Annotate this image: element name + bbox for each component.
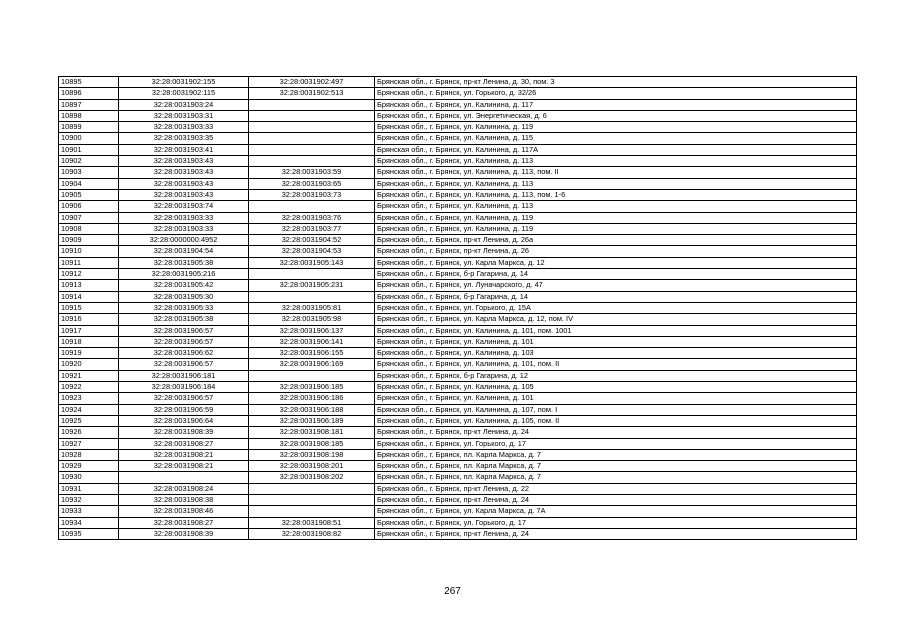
building-cadastral-number-cell: 32:28:0031905:98	[249, 314, 375, 325]
address-cell: Брянская обл., г. Брянск, пр-кт Ленина, д. 22	[375, 483, 857, 494]
address-cell: Брянская обл., г. Брянск, ул. Калинина, д. 113, пом. 1-6	[375, 189, 857, 200]
land-cadastral-number-cell: 32:28:0031908:27	[119, 517, 249, 528]
address-cell: Брянская обл., г. Брянск, ул. Калинина, д. 115	[375, 133, 857, 144]
address-cell: Брянская обл., г. Брянск, б-р Гагарина, д. 14	[375, 269, 857, 280]
row-number-cell: 10924	[59, 404, 119, 415]
land-cadastral-number-cell: 32:28:0031908:46	[119, 506, 249, 517]
address-cell: Брянская обл., г. Брянск, ул. Калинина, д. 101, пом. II	[375, 359, 857, 370]
table-row	[59, 235, 857, 246]
address-cell: Брянская обл., г. Брянск, ул. Карла Маркса, д. 12	[375, 257, 857, 268]
land-cadastral-number-cell: 32:28:0031903:43	[119, 189, 249, 200]
table-row	[59, 506, 857, 517]
land-cadastral-number-cell: 32:28:0031906:57	[119, 325, 249, 336]
row-number-cell: 10896	[59, 88, 119, 99]
row-number-cell: 10904	[59, 178, 119, 189]
building-cadastral-number-cell: 32:28:0031906:188	[249, 404, 375, 415]
row-number-cell: 10925	[59, 415, 119, 426]
row-number-cell: 10916	[59, 314, 119, 325]
address-cell: Брянская обл., г. Брянск, б-р Гагарина, д. 12	[375, 370, 857, 381]
land-cadastral-number-cell: 32:28:0031906:57	[119, 359, 249, 370]
building-cadastral-number-cell	[249, 133, 375, 144]
row-number-cell: 10921	[59, 370, 119, 381]
table-row	[59, 415, 857, 426]
address-cell: Брянская обл., г. Брянск, ул. Калинина, д. 113	[375, 156, 857, 167]
land-cadastral-number-cell: 32:28:0031902:115	[119, 88, 249, 99]
building-cadastral-number-cell: 32:28:0031906:185	[249, 382, 375, 393]
row-number-cell: 10910	[59, 246, 119, 257]
address-cell: Брянская обл., г. Брянск, ул. Калинина, д. 105, пом. II	[375, 415, 857, 426]
table-row	[59, 348, 857, 359]
address-cell: Брянская обл., г. Брянск, ул. Луначарского, д. 47	[375, 280, 857, 291]
table-row	[59, 494, 857, 505]
address-cell: Брянская обл., г. Брянск, ул. Калинина, д. 113, пом. II	[375, 167, 857, 178]
land-cadastral-number-cell: 32:28:0031908:24	[119, 483, 249, 494]
row-number-cell: 10932	[59, 494, 119, 505]
building-cadastral-number-cell: 32:28:0031906:186	[249, 393, 375, 404]
address-cell: Брянская обл., г. Брянск, пр-кт Ленина, д. 24	[375, 528, 857, 539]
address-cell: Брянская обл., г. Брянск, пр-кт Ленина, д. 26а	[375, 235, 857, 246]
land-cadastral-number-cell: 32:28:0031903:33	[119, 212, 249, 223]
building-cadastral-number-cell: 32:28:0031905:231	[249, 280, 375, 291]
row-number-cell: 10903	[59, 167, 119, 178]
building-cadastral-number-cell: 32:28:0031905:81	[249, 302, 375, 313]
building-cadastral-number-cell	[249, 201, 375, 212]
building-cadastral-number-cell	[249, 99, 375, 110]
building-cadastral-number-cell	[249, 269, 375, 280]
building-cadastral-number-cell	[249, 110, 375, 121]
property-registry-table	[58, 76, 857, 540]
building-cadastral-number-cell: 32:28:0031906:137	[249, 325, 375, 336]
address-cell: Брянская обл., г. Брянск, пр-кт Ленина, д. 24	[375, 494, 857, 505]
row-number-cell: 10902	[59, 156, 119, 167]
land-cadastral-number-cell: 32:28:0031903:24	[119, 99, 249, 110]
building-cadastral-number-cell: 32:28:0031908:201	[249, 461, 375, 472]
table-row	[59, 167, 857, 178]
land-cadastral-number-cell: 32:28:0031903:35	[119, 133, 249, 144]
land-cadastral-number-cell: 32:28:0031903:43	[119, 156, 249, 167]
table-row	[59, 472, 857, 483]
land-cadastral-number-cell: 32:28:0031906:57	[119, 393, 249, 404]
address-cell: Брянская обл., г. Брянск, ул. Калинина, д. 101	[375, 393, 857, 404]
building-cadastral-number-cell: 32:28:0031906:189	[249, 415, 375, 426]
row-number-cell: 10906	[59, 201, 119, 212]
building-cadastral-number-cell: 32:28:0031902:513	[249, 88, 375, 99]
address-cell: Брянская обл., г. Брянск, пр-кт Ленина, д. 24	[375, 427, 857, 438]
land-cadastral-number-cell: 32:28:0031903:33	[119, 122, 249, 133]
building-cadastral-number-cell: 32:28:0031903:77	[249, 223, 375, 234]
address-cell: Брянская обл., г. Брянск, ул. Карла Маркса, д. 7А	[375, 506, 857, 517]
land-cadastral-number-cell: 32:28:0031908:21	[119, 449, 249, 460]
row-number-cell: 10909	[59, 235, 119, 246]
land-cadastral-number-cell: 32:28:0031903:43	[119, 167, 249, 178]
address-cell: Брянская обл., г. Брянск, пл. Карла Маркса, д. 7	[375, 461, 857, 472]
building-cadastral-number-cell: 32:28:0031908:82	[249, 528, 375, 539]
table-row	[59, 325, 857, 336]
address-cell: Брянская обл., г. Брянск, ул. Калинина, д. 117А	[375, 144, 857, 155]
table-row	[59, 370, 857, 381]
land-cadastral-number-cell: 32:28:0031902:155	[119, 77, 249, 88]
address-cell: Брянская обл., г. Брянск, ул. Калинина, д. 107, пом. I	[375, 404, 857, 415]
building-cadastral-number-cell: 32:28:0031902:497	[249, 77, 375, 88]
land-cadastral-number-cell: 32:28:0031905:216	[119, 269, 249, 280]
row-number-cell: 10929	[59, 461, 119, 472]
row-number-cell: 10912	[59, 269, 119, 280]
table-row	[59, 483, 857, 494]
building-cadastral-number-cell: 32:28:0031906:169	[249, 359, 375, 370]
address-cell: Брянская обл., г. Брянск, ул. Калинина, д. 119	[375, 212, 857, 223]
land-cadastral-number-cell: 32:28:0031908:27	[119, 438, 249, 449]
table-row	[59, 178, 857, 189]
land-cadastral-number-cell: 32:28:0031903:33	[119, 223, 249, 234]
address-cell: Брянская обл., г. Брянск, ул. Карла Маркса, д. 12, пом. IV	[375, 314, 857, 325]
land-cadastral-number-cell: 32:28:0031908:21	[119, 461, 249, 472]
building-cadastral-number-cell: 32:28:0031908:202	[249, 472, 375, 483]
table-row	[59, 291, 857, 302]
table-row	[59, 280, 857, 291]
land-cadastral-number-cell: 32:28:0031905:38	[119, 257, 249, 268]
row-number-cell: 10931	[59, 483, 119, 494]
table-row	[59, 257, 857, 268]
row-number-cell: 10913	[59, 280, 119, 291]
land-cadastral-number-cell: 32:28:0031905:30	[119, 291, 249, 302]
land-cadastral-number-cell: 32:28:0031906:181	[119, 370, 249, 381]
address-cell: Брянская обл., г. Брянск, ул. Калинина, д. 101	[375, 336, 857, 347]
address-cell: Брянская обл., г. Брянск, ул. Горького, д. 17	[375, 517, 857, 528]
row-number-cell: 10907	[59, 212, 119, 223]
land-cadastral-number-cell: 32:28:0031906:59	[119, 404, 249, 415]
row-number-cell: 10901	[59, 144, 119, 155]
building-cadastral-number-cell	[249, 291, 375, 302]
building-cadastral-number-cell: 32:28:0031908:181	[249, 427, 375, 438]
row-number-cell: 10923	[59, 393, 119, 404]
address-cell: Брянская обл., г. Брянск, б-р Гагарина, д. 14	[375, 291, 857, 302]
row-number-cell: 10918	[59, 336, 119, 347]
row-number-cell: 10914	[59, 291, 119, 302]
address-cell: Брянская обл., г. Брянск, ул. Горького, д. 17	[375, 438, 857, 449]
land-cadastral-number-cell: 32:28:0031903:43	[119, 178, 249, 189]
table-row	[59, 212, 857, 223]
address-cell: Брянская обл., г. Брянск, ул. Горького, д. 32/26	[375, 88, 857, 99]
land-cadastral-number-cell: 32:28:0031908:39	[119, 528, 249, 539]
row-number-cell: 10934	[59, 517, 119, 528]
page-number: 267	[444, 586, 461, 597]
table-row	[59, 99, 857, 110]
row-number-cell: 10899	[59, 122, 119, 133]
building-cadastral-number-cell: 32:28:0031906:155	[249, 348, 375, 359]
land-cadastral-number-cell: 32:28:0031903:41	[119, 144, 249, 155]
row-number-cell: 10898	[59, 110, 119, 121]
land-cadastral-number-cell: 32:28:0031906:184	[119, 382, 249, 393]
building-cadastral-number-cell	[249, 122, 375, 133]
table-row	[59, 382, 857, 393]
row-number-cell: 10895	[59, 77, 119, 88]
building-cadastral-number-cell: 32:28:0031903:65	[249, 178, 375, 189]
table-row	[59, 302, 857, 313]
table-row	[59, 393, 857, 404]
land-cadastral-number-cell: 32:28:0031908:39	[119, 427, 249, 438]
table-row	[59, 133, 857, 144]
row-number-cell: 10908	[59, 223, 119, 234]
address-cell: Брянская обл., г. Брянск, ул. Горького, д. 15А	[375, 302, 857, 313]
building-cadastral-number-cell: 32:28:0031903:76	[249, 212, 375, 223]
row-number-cell: 10917	[59, 325, 119, 336]
table-row	[59, 110, 857, 121]
table-row	[59, 246, 857, 257]
table-row	[59, 189, 857, 200]
row-number-cell: 10933	[59, 506, 119, 517]
building-cadastral-number-cell: 32:28:0031903:73	[249, 189, 375, 200]
address-cell: Брянская обл., г. Брянск, ул. Калинина, д. 119	[375, 122, 857, 133]
building-cadastral-number-cell: 32:28:0031903:59	[249, 167, 375, 178]
address-cell: Брянская обл., г. Брянск, пр-кт Ленина, д. 26	[375, 246, 857, 257]
land-cadastral-number-cell: 32:28:0031903:74	[119, 201, 249, 212]
land-cadastral-number-cell: 32:28:0031903:31	[119, 110, 249, 121]
registry-table-body	[59, 77, 857, 540]
land-cadastral-number-cell: 32:28:0031906:64	[119, 415, 249, 426]
address-cell: Брянская обл., г. Брянск, пр-кт Ленина, д. 30, пом. 3	[375, 77, 857, 88]
row-number-cell: 10935	[59, 528, 119, 539]
row-number-cell: 10926	[59, 427, 119, 438]
row-number-cell: 10911	[59, 257, 119, 268]
row-number-cell: 10920	[59, 359, 119, 370]
building-cadastral-number-cell: 32:28:0031906:141	[249, 336, 375, 347]
row-number-cell: 10915	[59, 302, 119, 313]
address-cell: Брянская обл., г. Брянск, ул. Энергетическая, д. 6	[375, 110, 857, 121]
row-number-cell: 10905	[59, 189, 119, 200]
building-cadastral-number-cell	[249, 370, 375, 381]
table-row	[59, 269, 857, 280]
building-cadastral-number-cell: 32:28:0031908:198	[249, 449, 375, 460]
building-cadastral-number-cell: 32:28:0031904:52	[249, 235, 375, 246]
row-number-cell: 10919	[59, 348, 119, 359]
building-cadastral-number-cell: 32:28:0031905:143	[249, 257, 375, 268]
row-number-cell: 10930	[59, 472, 119, 483]
table-row	[59, 461, 857, 472]
table-row	[59, 359, 857, 370]
table-row	[59, 88, 857, 99]
building-cadastral-number-cell	[249, 506, 375, 517]
table-row	[59, 449, 857, 460]
table-row	[59, 517, 857, 528]
land-cadastral-number-cell: 32:28:0031905:33	[119, 302, 249, 313]
address-cell: Брянская обл., г. Брянск, ул. Калинина, д. 113	[375, 201, 857, 212]
table-row	[59, 77, 857, 88]
table-row	[59, 427, 857, 438]
building-cadastral-number-cell: 32:28:0031908:51	[249, 517, 375, 528]
address-cell: Брянская обл., г. Брянск, ул. Калинина, д. 113	[375, 178, 857, 189]
building-cadastral-number-cell	[249, 494, 375, 505]
building-cadastral-number-cell	[249, 156, 375, 167]
address-cell: Брянская обл., г. Брянск, ул. Калинина, д. 103	[375, 348, 857, 359]
table-row	[59, 223, 857, 234]
table-row	[59, 156, 857, 167]
table-row	[59, 404, 857, 415]
building-cadastral-number-cell	[249, 483, 375, 494]
address-cell: Брянская обл., г. Брянск, ул. Калинина, д. 119	[375, 223, 857, 234]
address-cell: Брянская обл., г. Брянск, ул. Калинина, д. 101, пом. 1001	[375, 325, 857, 336]
land-cadastral-number-cell: 32:28:0031906:62	[119, 348, 249, 359]
table-row	[59, 528, 857, 539]
table-row	[59, 201, 857, 212]
address-cell: Брянская обл., г. Брянск, пл. Карла Маркса, д. 7	[375, 472, 857, 483]
address-cell: Брянская обл., г. Брянск, ул. Калинина, д. 105	[375, 382, 857, 393]
row-number-cell: 10897	[59, 99, 119, 110]
building-cadastral-number-cell: 32:28:0031904:53	[249, 246, 375, 257]
table-row	[59, 438, 857, 449]
land-cadastral-number-cell: 32:28:0031905:42	[119, 280, 249, 291]
row-number-cell: 10922	[59, 382, 119, 393]
land-cadastral-number-cell: 32:28:0031908:38	[119, 494, 249, 505]
land-cadastral-number-cell	[119, 472, 249, 483]
table-row	[59, 144, 857, 155]
row-number-cell: 10900	[59, 133, 119, 144]
building-cadastral-number-cell: 32:28:0031908:185	[249, 438, 375, 449]
address-cell: Брянская обл., г. Брянск, ул. Калинина, д. 117	[375, 99, 857, 110]
table-row	[59, 314, 857, 325]
address-cell: Брянская обл., г. Брянск, пл. Карла Маркса, д. 7	[375, 449, 857, 460]
table-row	[59, 336, 857, 347]
row-number-cell: 10928	[59, 449, 119, 460]
land-cadastral-number-cell: 32:28:0031906:57	[119, 336, 249, 347]
row-number-cell: 10927	[59, 438, 119, 449]
land-cadastral-number-cell: 32:28:0031905:38	[119, 314, 249, 325]
building-cadastral-number-cell	[249, 144, 375, 155]
table-row	[59, 122, 857, 133]
land-cadastral-number-cell: 32:28:0000000:4952	[119, 235, 249, 246]
land-cadastral-number-cell: 32:28:0031904:54	[119, 246, 249, 257]
